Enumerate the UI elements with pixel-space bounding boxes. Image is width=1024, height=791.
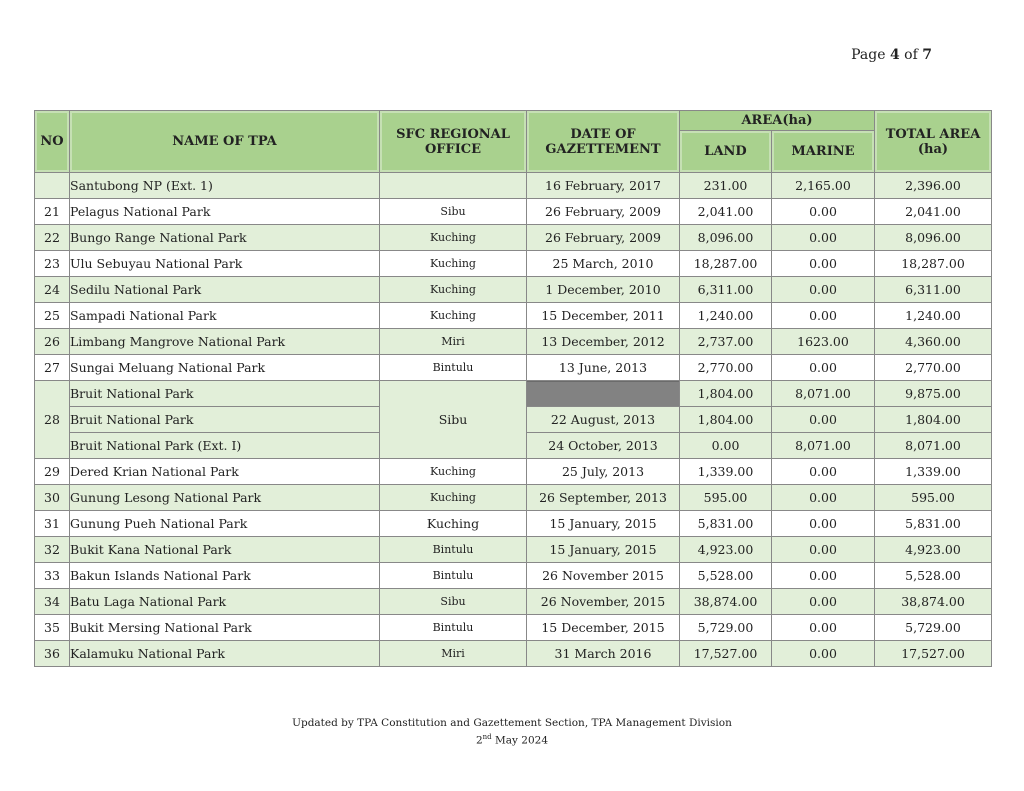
row-marine: 0.00: [772, 511, 875, 537]
row-total: 38,874.00: [875, 589, 992, 615]
row-land: 2,770.00: [680, 355, 772, 381]
footer-day-suffix: nd: [482, 733, 492, 741]
row-name: Dered Krian National Park: [70, 459, 380, 485]
row-date: 15 January, 2015: [527, 511, 680, 537]
row-no: 22: [35, 225, 70, 251]
row-office: Sibu: [380, 589, 527, 615]
table-row: [35, 303, 992, 329]
row-name: Bungo Range National Park: [70, 225, 380, 251]
footer: [0, 716, 1024, 748]
row-office: Kuching: [380, 277, 527, 303]
row-name: Pelagus National Park: [70, 199, 380, 225]
table-body: [35, 173, 992, 667]
row-marine: 0.00: [772, 251, 875, 277]
row-no: [35, 173, 70, 199]
row-date: 15 December, 2015: [527, 615, 680, 641]
row-name: Bruit National Park (Ext. I): [70, 433, 380, 459]
row-date: 26 November 2015: [527, 563, 680, 589]
row-total: 2,396.00: [875, 173, 992, 199]
row-marine: 8,071.00: [772, 381, 875, 407]
row-no: 25: [35, 303, 70, 329]
table-row: [35, 459, 992, 485]
row-land: 2,041.00: [680, 199, 772, 225]
row-land: 1,240.00: [680, 303, 772, 329]
row-office: Miri: [380, 329, 527, 355]
row-name: Gunung Pueh National Park: [70, 511, 380, 537]
row-date: 24 October, 2013: [527, 433, 680, 459]
row-office: Bintulu: [380, 355, 527, 381]
row-land: 17,527.00: [680, 641, 772, 667]
row-marine: 0.00: [772, 641, 875, 667]
row-date: 26 September, 2013: [527, 485, 680, 511]
header-total: TOTAL AREA (ha): [875, 111, 992, 173]
row-no: 32: [35, 537, 70, 563]
row-no: 23: [35, 251, 70, 277]
row-name: Santubong NP (Ext. 1): [70, 173, 380, 199]
row-no: 26: [35, 329, 70, 355]
row-office: Kuching: [380, 251, 527, 277]
row-date: [527, 381, 680, 407]
page-of: of: [899, 47, 923, 63]
row-land: 0.00: [680, 433, 772, 459]
footer-update-note: Updated by TPA Constitution and Gazettement Section, TPA Management Division: [292, 717, 732, 729]
header-land: LAND: [680, 131, 772, 173]
row-date: 22 August, 2013: [527, 407, 680, 433]
row-land: 6,311.00: [680, 277, 772, 303]
row-no: 24: [35, 277, 70, 303]
row-total: 9,875.00: [875, 381, 992, 407]
row-date: 26 November, 2015: [527, 589, 680, 615]
row-marine: 0.00: [772, 485, 875, 511]
row-date: 15 January, 2015: [527, 537, 680, 563]
row-land: 5,729.00: [680, 615, 772, 641]
row-name: Bukit Mersing National Park: [70, 615, 380, 641]
row-date: 15 December, 2011: [527, 303, 680, 329]
table-row: [35, 251, 992, 277]
row-total: 2,770.00: [875, 355, 992, 381]
table-row: [35, 563, 992, 589]
header-office: SFC REGIONAL OFFICE: [380, 111, 527, 173]
row-land: 5,831.00: [680, 511, 772, 537]
header-date: DATE OF GAZETTEMENT: [527, 111, 680, 173]
row-total: 6,311.00: [875, 277, 992, 303]
row-marine: 0.00: [772, 563, 875, 589]
row-office: Sibu: [380, 199, 527, 225]
row-total: 1,804.00: [875, 407, 992, 433]
page-total: 7: [922, 47, 932, 63]
table-row: [35, 173, 992, 199]
row-date: 26 February, 2009: [527, 199, 680, 225]
table-row: [35, 615, 992, 641]
row-office: Sibu: [380, 381, 527, 459]
row-total: 4,360.00: [875, 329, 992, 355]
row-no: 29: [35, 459, 70, 485]
row-name: Sungai Meluang National Park: [70, 355, 380, 381]
row-date: 26 February, 2009: [527, 225, 680, 251]
row-marine: 0.00: [772, 589, 875, 615]
row-total: 2,041.00: [875, 199, 992, 225]
table-row: [35, 381, 992, 407]
row-marine: 0.00: [772, 407, 875, 433]
row-land: 1,339.00: [680, 459, 772, 485]
row-total: 17,527.00: [875, 641, 992, 667]
row-date: 1 December, 2010: [527, 277, 680, 303]
row-name: Sampadi National Park: [70, 303, 380, 329]
row-land: 1,804.00: [680, 381, 772, 407]
row-land: 2,737.00: [680, 329, 772, 355]
row-name: Bakun Islands National Park: [70, 563, 380, 589]
page-prefix: Page: [851, 47, 890, 63]
header-name: NAME OF TPA: [70, 111, 380, 173]
row-no: 34: [35, 589, 70, 615]
row-date: 13 December, 2012: [527, 329, 680, 355]
row-land: 595.00: [680, 485, 772, 511]
row-marine: 2,165.00: [772, 173, 875, 199]
row-total: 8,096.00: [875, 225, 992, 251]
footer-month-year: May 2024: [491, 734, 549, 747]
row-no: 35: [35, 615, 70, 641]
row-no: 30: [35, 485, 70, 511]
row-name: Bruit National Park: [70, 407, 380, 433]
row-no: 21: [35, 199, 70, 225]
row-name: Bukit Kana National Park: [70, 537, 380, 563]
row-land: 5,528.00: [680, 563, 772, 589]
row-marine: 0.00: [772, 615, 875, 641]
header-marine: MARINE: [772, 131, 875, 173]
row-marine: 0.00: [772, 459, 875, 485]
row-date: 13 June, 2013: [527, 355, 680, 381]
row-date: 31 March 2016: [527, 641, 680, 667]
row-name: Kalamuku National Park: [70, 641, 380, 667]
row-office: Kuching: [380, 303, 527, 329]
row-no: 27: [35, 355, 70, 381]
row-no: 33: [35, 563, 70, 589]
row-name: Limbang Mangrove National Park: [70, 329, 380, 355]
row-land: 8,096.00: [680, 225, 772, 251]
table-row: [35, 355, 992, 381]
row-date: 16 February, 2017: [527, 173, 680, 199]
footer-day: 2: [475, 734, 483, 747]
row-marine: 0.00: [772, 225, 875, 251]
row-name: Ulu Sebuyau National Park: [70, 251, 380, 277]
row-name: Batu Laga National Park: [70, 589, 380, 615]
row-total: 1,240.00: [875, 303, 992, 329]
header-area: AREA(ha): [680, 111, 875, 131]
row-office: Bintulu: [380, 615, 527, 641]
header-no: NO: [35, 111, 70, 173]
row-office: Kuching: [380, 225, 527, 251]
row-marine: 0.00: [772, 199, 875, 225]
row-name: Gunung Lesong National Park: [70, 485, 380, 511]
row-marine: 0.00: [772, 537, 875, 563]
table-row: [35, 277, 992, 303]
row-office: Kuching: [380, 459, 527, 485]
row-name: Bruit National Park: [70, 381, 380, 407]
row-office: Kuching: [380, 511, 527, 537]
row-name: Sedilu National Park: [70, 277, 380, 303]
row-office: [380, 173, 527, 199]
row-total: 8,071.00: [875, 433, 992, 459]
row-land: 4,923.00: [680, 537, 772, 563]
table-row: [35, 511, 992, 537]
table-row: [35, 225, 992, 251]
row-marine: 0.00: [772, 277, 875, 303]
row-total: 18,287.00: [875, 251, 992, 277]
row-total: 5,729.00: [875, 615, 992, 641]
row-marine: 0.00: [772, 303, 875, 329]
tpa-table: [34, 110, 992, 667]
row-land: 1,804.00: [680, 407, 772, 433]
row-office: Bintulu: [380, 537, 527, 563]
row-land: 231.00: [680, 173, 772, 199]
row-date: 25 July, 2013: [527, 459, 680, 485]
row-total: 5,831.00: [875, 511, 992, 537]
row-no: 28: [35, 381, 70, 459]
row-total: 595.00: [875, 485, 992, 511]
table-row: [35, 199, 992, 225]
page-number: [851, 47, 932, 63]
row-marine: 1623.00: [772, 329, 875, 355]
row-total: 4,923.00: [875, 537, 992, 563]
table-row: [35, 589, 992, 615]
row-land: 38,874.00: [680, 589, 772, 615]
row-office: Kuching: [380, 485, 527, 511]
table-row: [35, 537, 992, 563]
row-office: Bintulu: [380, 563, 527, 589]
table-row: [35, 329, 992, 355]
row-no: 36: [35, 641, 70, 667]
row-office: Miri: [380, 641, 527, 667]
footer-date: [0, 730, 1024, 748]
row-total: 1,339.00: [875, 459, 992, 485]
row-marine: 8,071.00: [772, 433, 875, 459]
row-marine: 0.00: [772, 355, 875, 381]
row-date: 25 March, 2010: [527, 251, 680, 277]
row-total: 5,528.00: [875, 563, 992, 589]
row-land: 18,287.00: [680, 251, 772, 277]
table-row: [35, 641, 992, 667]
page-current: 4: [889, 47, 900, 63]
table-row: [35, 485, 992, 511]
row-no: 31: [35, 511, 70, 537]
